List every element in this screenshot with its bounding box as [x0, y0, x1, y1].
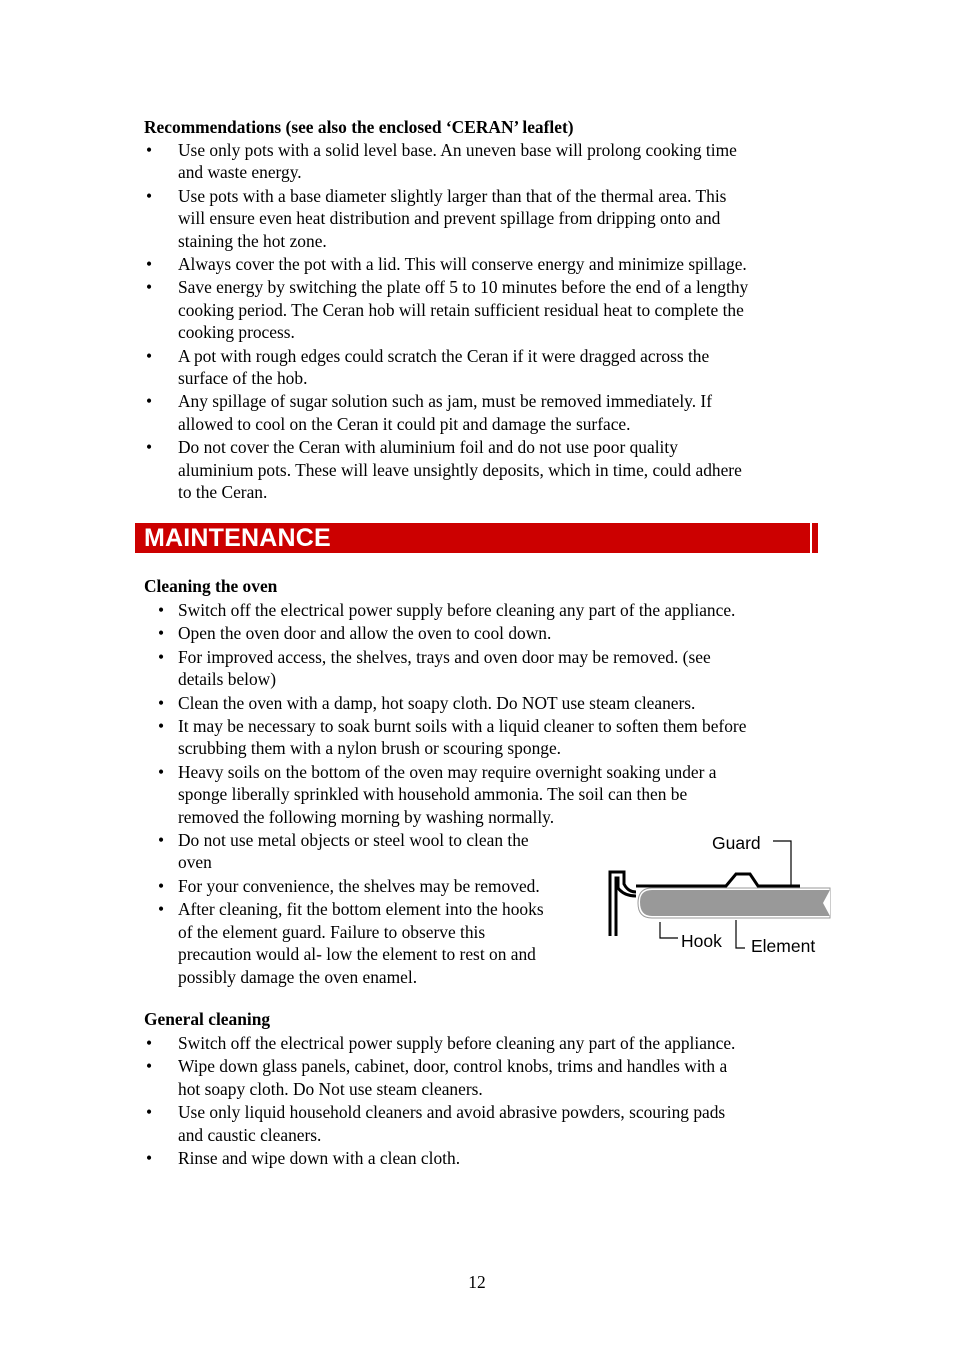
bullet-marker: • [145, 1102, 153, 1123]
cleaning-oven-heading: Cleaning the oven [144, 576, 278, 596]
list-item [144, 1055, 824, 1100]
list-item-line: staining the hot zone. [178, 230, 327, 251]
list-item [144, 1101, 824, 1146]
list-item-line: details below) [178, 669, 277, 690]
list-item-line: removed the following morning by washing normally. [178, 806, 555, 827]
bullet-marker: • [157, 646, 165, 667]
list-item [144, 390, 824, 435]
list-item-line: possibly damage the oven enamel. [178, 966, 418, 987]
list-item-line: will ensure even heat distribution and prevent spillage from dripping onto and [178, 208, 721, 229]
list-item [144, 1147, 824, 1169]
list-item-line: Always cover the pot with a lid. This will conserve energy and minimize spillage. [178, 254, 747, 275]
list-item-line: For your convenience, the shelves may be removed. [178, 875, 540, 896]
general-cleaning-heading: General cleaning [144, 1009, 271, 1029]
bullet-marker: • [145, 1148, 153, 1169]
bullet-marker: • [145, 1056, 153, 1077]
list-item [144, 185, 824, 252]
list-item-line: Use only pots with a solid level base. An uneven base will prolong cooking time [178, 140, 737, 160]
bullet-marker: • [157, 830, 165, 851]
bullet-marker: • [157, 692, 165, 713]
label-element: Element [751, 936, 816, 956]
list-item-line: scrubbing them with a nylon brush or scouring sponge. [178, 738, 562, 759]
bullet-marker: • [145, 254, 153, 275]
list-item-line: Heavy soils on the bottom of the oven may require overnight soaking under a [178, 761, 717, 782]
list-item [144, 253, 824, 275]
recommendations-heading: Recommendations (see also the enclosed ‘CERAN’ leaflet) [144, 117, 574, 137]
list-item-line: sponge liberally sprinkled with household ammonia. The soil can then be [178, 784, 688, 805]
bullet-marker: • [145, 185, 153, 206]
list-item [144, 715, 824, 760]
element-shape [640, 890, 830, 916]
label-hook: Hook [681, 931, 722, 951]
list-item-line: Do not use metal objects or steel wool to clean the [178, 830, 529, 851]
bullet-marker: • [145, 345, 153, 366]
element-guard-diagram [600, 826, 840, 966]
list-item-line: surface of the hob. [178, 368, 308, 389]
list-item-line: Save energy by switching the plate off 5 to 10 minutes before the end of a lengthy [178, 277, 749, 298]
list-item-line: A pot with rough edges could scratch the Ceran if it were dragged across the [178, 345, 710, 366]
list-item [144, 761, 824, 828]
list-item-line: Use only liquid household cleaners and avoid abrasive powders, scouring pads [178, 1102, 726, 1123]
bullet-marker: • [145, 1033, 153, 1053]
list-item [144, 1032, 824, 1054]
bullet-marker: • [157, 600, 165, 620]
list-item-line: Use pots with a base diameter slightly larger than that of the thermal area. This [178, 185, 727, 206]
list-item-line: Open the oven door and allow the oven to cool down. [178, 623, 552, 644]
list-item-line: of the element guard. Failure to observe this [178, 921, 486, 942]
list-item [144, 599, 824, 621]
list-item-line: hot soapy cloth. Do Not use steam cleaners. [178, 1078, 483, 1099]
list-item-line: Any spillage of sugar solution such as jam, must be removed immediately. If [178, 391, 713, 412]
list-item [144, 276, 824, 343]
element-leader [736, 920, 745, 948]
bullet-marker: • [157, 761, 165, 782]
bullet-marker: • [157, 875, 165, 896]
list-item-line: cooking process. [178, 322, 295, 343]
list-item-line: Wipe down glass panels, cabinet, door, control knobs, trims and handles with a [178, 1056, 728, 1077]
list-item-line: Do not cover the Ceran with aluminium foil and do not use poor quality [178, 437, 678, 458]
bullet-marker: • [145, 277, 153, 298]
list-item-line: precaution would al- low the element to rest on and [178, 944, 536, 965]
list-item [144, 622, 824, 644]
list-item-line: cooking period. The Ceran hob will retain sufficient residual heat to complete the [178, 299, 744, 320]
list-item-line: Rinse and wipe down with a clean cloth. [178, 1148, 461, 1169]
list-item-line: and caustic cleaners. [178, 1124, 322, 1145]
list-item-line: and waste energy. [178, 162, 302, 183]
recommendations-list [144, 139, 824, 505]
bullet-marker: • [145, 437, 153, 458]
list-item-line: aluminium pots. These will leave unsightly deposits, which in time, could adhere [178, 459, 742, 480]
hook-leader [660, 922, 678, 938]
list-item-line: to the Ceran. [178, 482, 268, 503]
banner-stripe [810, 523, 812, 553]
list-item-line: Clean the oven with a damp, hot soapy cloth. Do NOT use steam cleaners. [178, 692, 696, 713]
bullet-marker: • [157, 716, 165, 737]
list-item-line: Switch off the electrical power supply before cleaning any part of the appliance. [178, 1033, 736, 1053]
list-item-line: allowed to cool on the Ceran it could pit and damage the surface. [178, 413, 631, 434]
list-item-line: It may be necessary to soak burnt soils with a liquid cleaner to soften them before [178, 716, 747, 737]
general-cleaning-list [144, 1032, 824, 1170]
list-item [144, 139, 824, 184]
label-guard: Guard [712, 833, 761, 853]
list-item [144, 646, 824, 691]
list-item-line: oven [178, 852, 212, 873]
list-item [144, 345, 824, 390]
maintenance-banner [135, 523, 818, 553]
bullet-marker: • [145, 391, 153, 412]
list-item-line: Switch off the electrical power supply before cleaning any part of the appliance. [178, 600, 736, 620]
page-number: 12 [468, 1272, 486, 1292]
list-item-line: After cleaning, fit the bottom element into the hooks [178, 899, 544, 920]
maintenance-title: MAINTENANCE [144, 524, 331, 552]
list-item-line: For improved access, the shelves, trays and oven door may be removed. (see [178, 646, 711, 667]
list-item [144, 692, 824, 714]
bullet-marker: • [145, 140, 153, 160]
bullet-marker: • [157, 899, 165, 920]
guard-leader [773, 841, 791, 886]
bullet-marker: • [157, 623, 165, 644]
list-item [144, 436, 824, 503]
